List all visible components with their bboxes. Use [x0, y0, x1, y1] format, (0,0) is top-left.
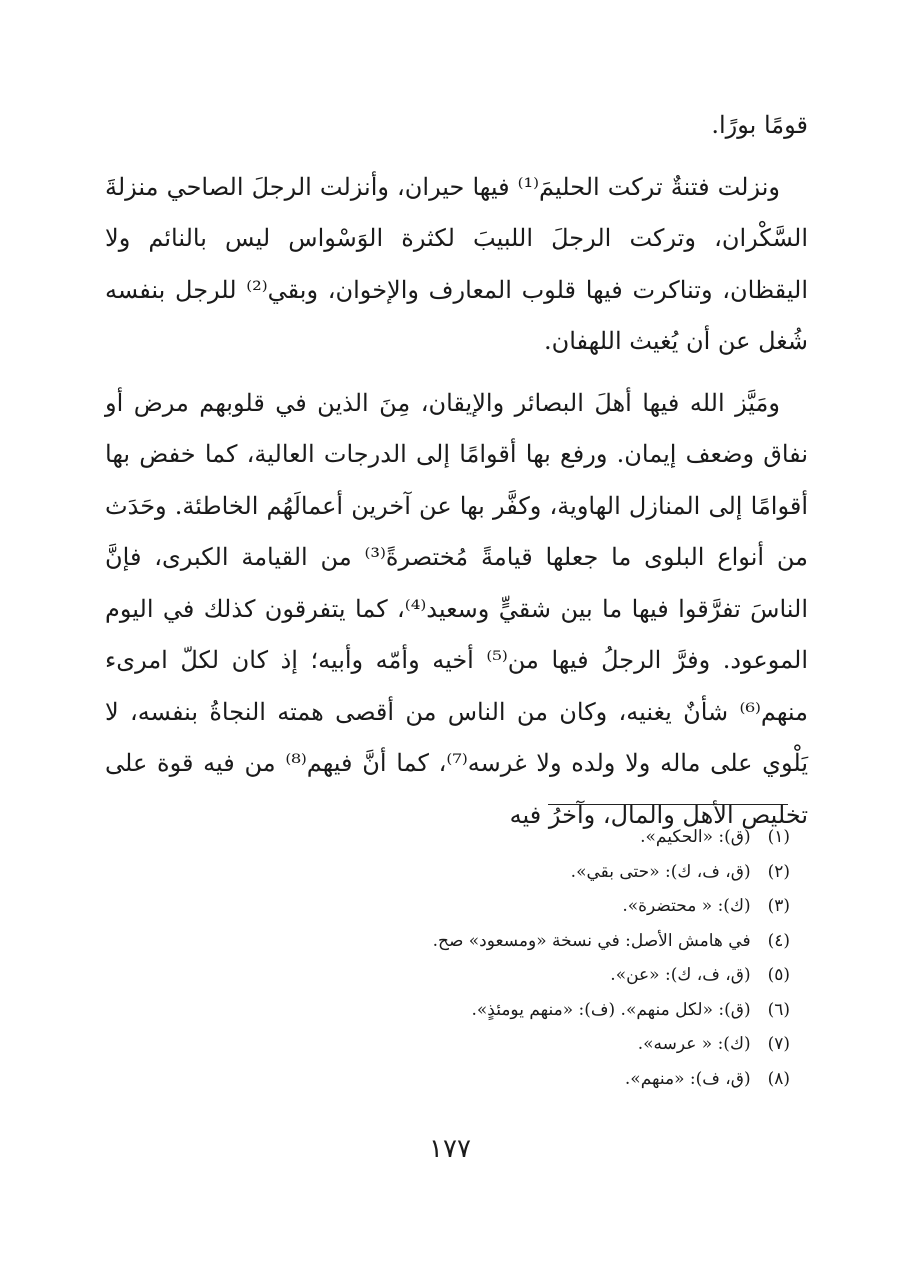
footnote-number: (٢) [767, 861, 790, 882]
footnote-6 [290, 993, 790, 1028]
page-number: ١٧٧ [429, 1134, 471, 1164]
footnote-number: (٣) [767, 896, 790, 916]
footnote-number: (٧) [767, 1034, 790, 1054]
footnote-5 [290, 958, 790, 993]
paragraph-2: ونزلت فتنةٌ تركت الحليمَ⁽¹⁾ فيها حيران، وأنزلت الرجلَ الصاحي منزلةَ السَّكْران، وتركت الرجلَ اللبيبَ لكثرة الوَسْواس ليس بالنائم ولا اليقظان، وتناكرت فيها قلوب المعارف والإخوان، وبقي⁽²⁾ للرجل بنفسه شُغل عن أن يُغيث اللهفان. [105, 172, 808, 355]
footnote-text: (ق): «لكل منهم». (ف): «منهم يومئذٍ». [471, 999, 751, 1020]
footnote-number: (٦) [767, 999, 790, 1020]
footnote-text: (ق، ف): «منهم». [624, 1068, 751, 1089]
footnote-text: (ق): «الحكيم». [640, 827, 751, 847]
footnote-separator [548, 804, 788, 805]
footnote-3 [290, 889, 790, 924]
footnote-7 [290, 1027, 790, 1062]
footnote-8 [290, 1062, 790, 1097]
footnote-text: في هامش الأصل: في نسخة «ومسعود» صح. [432, 930, 751, 951]
footnote-text: (ق، ف، ك): «حتى بقي». [570, 861, 751, 882]
main-text [105, 100, 808, 841]
footnotes [290, 820, 790, 1096]
footnote-number: (٨) [767, 1068, 790, 1089]
footnote-text: (ق، ف، ك): «عن». [610, 965, 751, 985]
footnote-2 [290, 855, 790, 890]
footnote-text: (ك): « عرسه». [637, 1034, 751, 1054]
paragraph-3: ومَيَّز الله فيها أهلَ البصائر والإيقان، مِنَ الذين في قلوبهم مرض أو نفاق وضعف إيمان. ورفع بها أقوامًا إلى الدرجات العالية، كما خفض بها أقوامًا إلى المنازل الهاوية، وكفَّر بها عن آخرين أعمالَهُم الخاطئة. وحَدَث من أنواع البلوى ما جعلها قيامةً مُختصرةً⁽³⁾ من القيامة الكبرى، فإنَّ الناسَ تفرَّقوا فيها ما بين شقيٍّ وسعيد⁽⁴⁾، كما يتفرقون كذلك في اليوم الموعود. وفرَّ الرجلُ فيها من⁽⁵⁾ أخيه وأمّه وأبيه؛ إذ كان لكلّ امرىء منهم⁽⁶⁾ شأنٌ يغنيه، وكان من الناس من أقصى همته النجاةُ بنفسه، لا يَلْوي على ماله ولا ولده ولا غرسه⁽⁷⁾، كما أنَّ فيهم⁽⁸⁾ من فيه قوة على تخليص الأهل والمال، وآخرُ فيه [105, 388, 809, 829]
footnote-4 [290, 924, 790, 959]
footnote-number: (٥) [767, 965, 790, 985]
paragraph-1: قومًا بورًا. [711, 111, 808, 139]
footnote-number: (١) [767, 827, 790, 847]
footnote-text: (ك): « محتضرة». [622, 896, 751, 916]
footnote-number: (٤) [767, 930, 790, 951]
footnote-1 [290, 820, 790, 855]
